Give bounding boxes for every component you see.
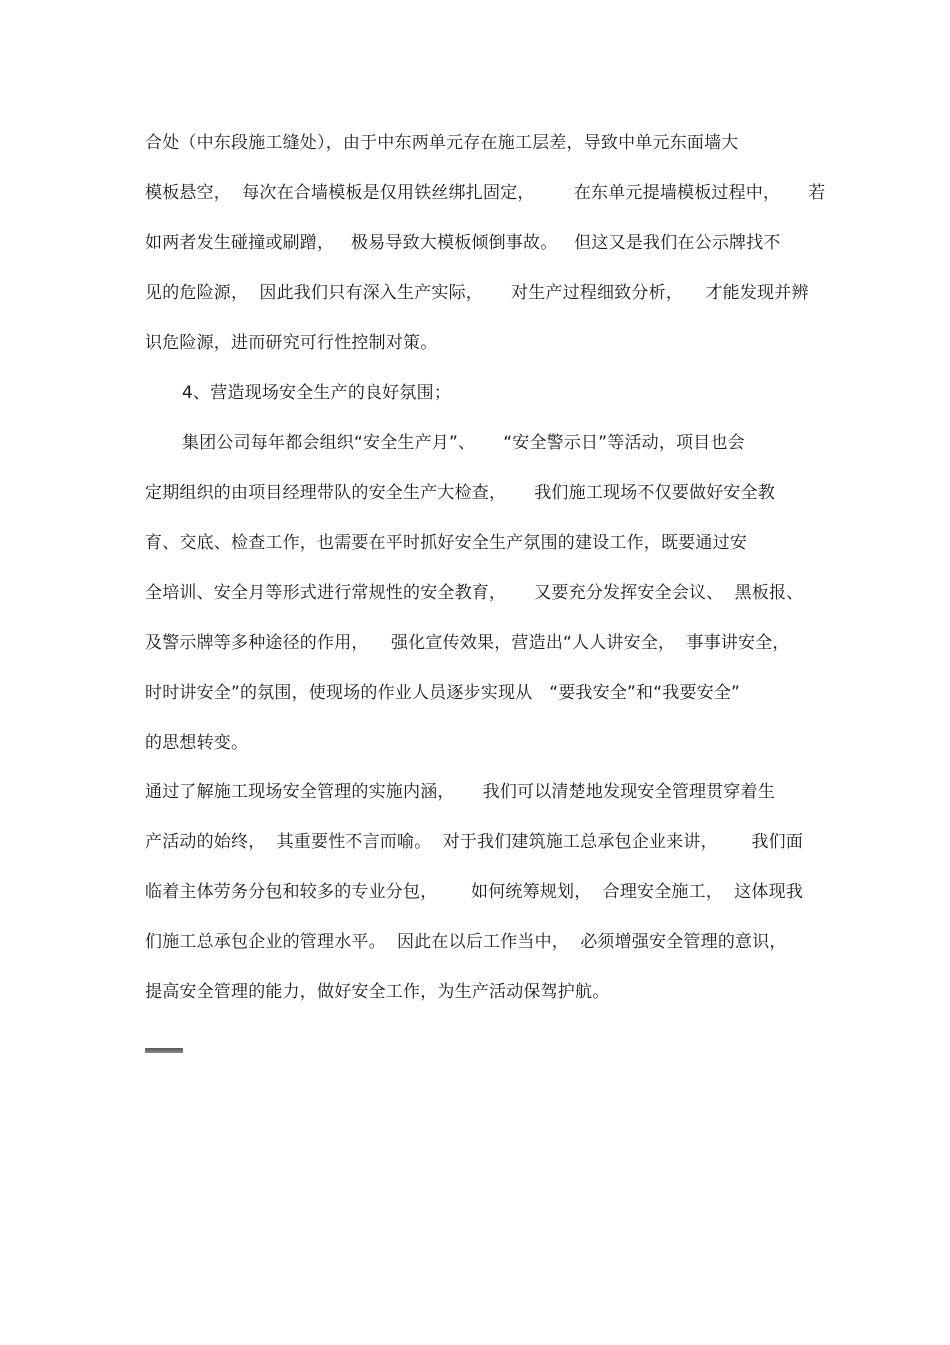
text-line: 识危险源，进而研究可行性控制对策。: [145, 333, 438, 353]
text-line: 产活动的始终， 其重要性不言而喻。 对于我们建筑施工总承包企业来讲， 我们面: [145, 832, 804, 852]
text-line: 合处（中东段施工缝处），由于中东两单元存在施工层差，导致中单元东面墙大: [145, 133, 739, 153]
text-line: 通过了解施工现场安全管理的实施内涵， 我们可以清楚地发现安全管理贯穿着生: [145, 782, 776, 802]
text-line: 育、交底、检查工作，也需要在平时抓好安全生产氛围的建设工作，既要通过安: [145, 533, 747, 553]
text-line: 提高安全管理的能力，做好安全工作，为生产活动保驾护航。: [145, 982, 610, 1002]
scan-mark: [145, 1048, 183, 1053]
text-line: 见的危险源， 因此我们只有深入生产实际， 对生产过程细致分析， 才能发现并辨: [145, 283, 809, 303]
text-line: 全培训、安全月等形式进行常规性的安全教育， 又要充分发挥安全会议、 黑板报、: [145, 583, 804, 603]
text-line: 如两者发生碰撞或刷蹭， 极易导致大模板倾倒事故。 但这又是我们在公示牌找不: [145, 233, 781, 253]
text-line: 的思想转变。: [145, 733, 249, 753]
section-heading: 4、营造现场安全生产的良好氛围；: [182, 383, 452, 403]
text-line: 们施工总承包企业的管理水平。 因此在以后工作当中， 必须增强安全管理的意识，: [145, 932, 787, 952]
text-line: 定期组织的由项目经理带队的安全生产大检查， 我们施工现场不仅要做好安全教: [145, 483, 776, 503]
text-line: 模板悬空， 每次在合墙模板是仅用铁丝绑扎固定， 在东单元提墙模板过程中， 若: [145, 183, 826, 203]
text-line: 时时讲安全”的氛围，使现场的作业人员逐步实现从 “要我安全”和“我要安全”: [145, 683, 741, 703]
text-line: 集团公司每年都会组织“安全生产月”、 “安全警示日”等活动，项目也会: [182, 433, 745, 453]
text-line: 临着主体劳务分包和较多的专业分包， 如何统筹规划， 合理安全施工， 这体现我: [145, 882, 804, 902]
text-line: 及警示牌等多种途径的作用， 强化宣传效果，营造出“人人讲安全， 事事讲安全，: [145, 633, 790, 653]
